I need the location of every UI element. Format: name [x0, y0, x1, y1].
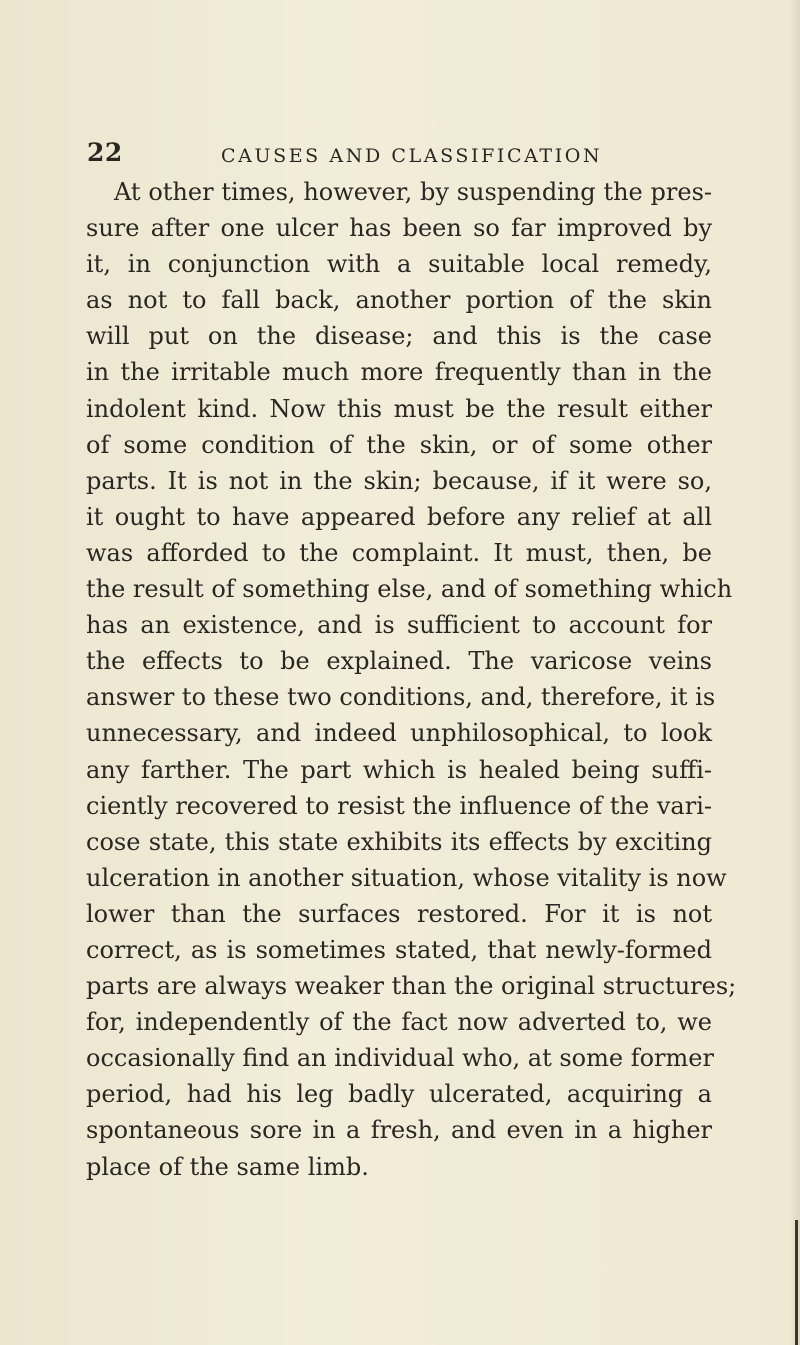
text-line: period, had his leg badly ulcerated, acquiring a: [86, 1080, 712, 1109]
text-line: ciently recovered to resist the influence of the vari-: [86, 791, 712, 820]
text-line: sure after one ulcer has been so far improved by: [86, 214, 712, 243]
text-line: cose state, this state exhibits its effects by exciting: [86, 827, 712, 856]
text-line: occasionally find an individual who, at some former: [86, 1044, 714, 1073]
running-title: CAUSES AND CLASSIFICATION: [221, 145, 603, 167]
text-line: unnecessary, and indeed unphilosophical, to look: [86, 719, 712, 748]
page-edge-shadow: [789, 0, 800, 1345]
text-line: it ought to have appeared before any relief at all: [86, 502, 712, 531]
text-line: the result of something else, and of something which: [86, 575, 733, 604]
text-line: any farther. The part which is healed being suffi-: [86, 755, 712, 784]
text-line: lower than the surfaces restored. For it is not: [86, 899, 712, 928]
text-line: answer to these two conditions, and, therefore, it is: [86, 683, 716, 712]
text-line: parts are always weaker than the original structures;: [86, 972, 737, 1001]
text-line: correct, as is sometimes stated, that newly-formed: [86, 935, 712, 964]
text-line: has an existence, and is sufficient to account for: [86, 611, 712, 640]
text-line: parts. It is not in the skin; because, if it were so,: [86, 466, 712, 495]
text-line: ulceration in another situation, whose vitality is now: [86, 863, 727, 892]
body-paragraph: [86, 174, 737, 1185]
page-number: 22: [87, 138, 123, 167]
text-line: it, in conjunction with a suitable local remedy,: [86, 250, 712, 279]
text-line: for, independently of the fact now adverted to, we: [86, 1008, 712, 1037]
text-line: was afforded to the complaint. It must, then, be: [86, 538, 712, 567]
text-line: At other times, however, by suspending the pres-: [114, 178, 712, 206]
text-line: in the irritable much more frequently than in the: [86, 358, 712, 387]
text-line: indolent kind. Now this must be the result either: [86, 394, 712, 423]
text-line: place of the same limb.: [86, 1152, 369, 1181]
text-line: the effects to be explained. The varicose veins: [86, 647, 712, 676]
text-line: of some condition of the skin, or of some other: [86, 430, 712, 459]
text-line: as not to fall back, another portion of the skin: [86, 286, 712, 315]
text-line: spontaneous sore in a fresh, and even in a higher: [86, 1116, 712, 1145]
page-edge-mark: [795, 1220, 798, 1345]
text-line: will put on the disease; and this is the case: [86, 322, 712, 351]
